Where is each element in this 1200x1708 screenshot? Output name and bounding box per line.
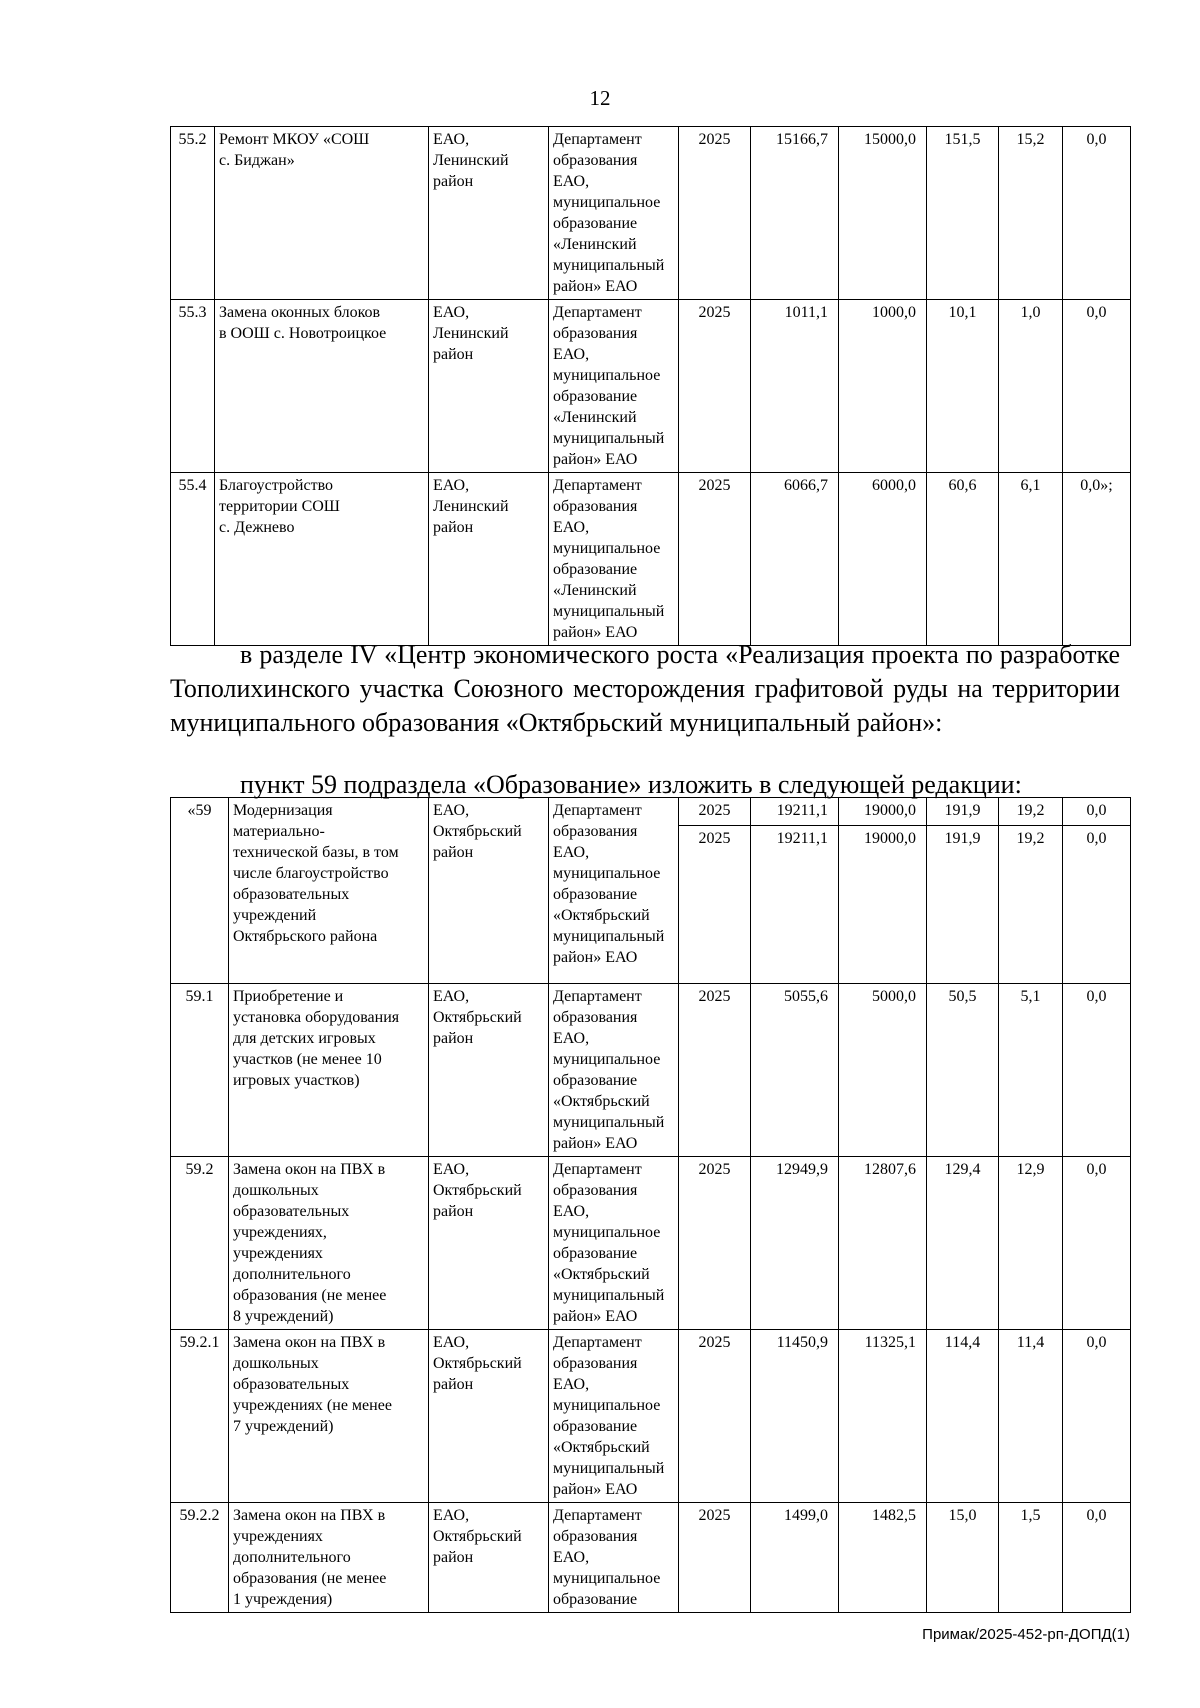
item-other: 0,0 xyxy=(1063,1157,1131,1330)
item-total: 19211,1 xyxy=(751,826,839,984)
item-federal: 11325,1 xyxy=(839,1330,927,1503)
item-year: 2025 xyxy=(679,826,751,984)
item-regional: 191,9 xyxy=(927,798,999,826)
section-iv-paragraph: в разделе IV «Центр экономического роста «Реализация проекта по разработке Тополихинского участка Союзного месторождения графитовой руды на территории муниципального образования «Октябрьский муниципальный район»: xyxy=(170,640,1120,737)
item-location: ЕАО, Октябрьский район xyxy=(429,798,549,984)
item-name: Приобретение и установка оборудования для детских игровых участков (не менее 10 игровых участков) xyxy=(229,984,429,1157)
item-municipal: 19,2 xyxy=(999,798,1063,826)
item-number: 59.1 xyxy=(171,984,229,1157)
item-year: 2025 xyxy=(679,127,751,300)
item-executor: Департамент образования ЕАО, муниципальное образование «Октябрьский муниципальный район» ЕАО xyxy=(549,1330,679,1503)
item-federal: 6000,0 xyxy=(839,473,927,646)
item-location: ЕАО, Октябрьский район xyxy=(429,984,549,1157)
item-location: ЕАО, Октябрьский район xyxy=(429,1503,549,1613)
item-other: 0,0 xyxy=(1063,127,1131,300)
item-number: 55.3 xyxy=(171,300,215,473)
item-location: ЕАО, Октябрьский район xyxy=(429,1330,549,1503)
measures-table-section-55 xyxy=(170,126,1131,646)
item-other: 0,0 xyxy=(1063,826,1131,984)
item-other: 0,0 xyxy=(1063,984,1131,1157)
item-other: 0,0 xyxy=(1063,300,1131,473)
table-row xyxy=(171,798,1131,826)
item-municipal: 12,9 xyxy=(999,1157,1063,1330)
item-location: ЕАО, Ленинский район xyxy=(429,473,549,646)
item-total: 5055,6 xyxy=(751,984,839,1157)
item-total: 1011,1 xyxy=(751,300,839,473)
item-year: 2025 xyxy=(679,300,751,473)
item-name: Ремонт МКОУ «СОШ с. Биджан» xyxy=(215,127,429,300)
item-name: Замена окон на ПВХ в дошкольных образовательных учреждениях (не менее 7 учреждений) xyxy=(229,1330,429,1503)
item-regional: 129,4 xyxy=(927,1157,999,1330)
table-row xyxy=(171,127,1131,300)
item-federal: 12807,6 xyxy=(839,1157,927,1330)
item-other: 0,0 xyxy=(1063,1503,1131,1613)
item-year: 2025 xyxy=(679,798,751,826)
item-other: 0,0»; xyxy=(1063,473,1131,646)
item-name: Замена окон на ПВХ в учреждениях дополнительного образования (не менее 1 учреждения) xyxy=(229,1503,429,1613)
page-number: 12 xyxy=(589,86,611,110)
table-row xyxy=(171,984,1131,1157)
item-total: 19211,1 xyxy=(751,798,839,826)
item-federal: 1000,0 xyxy=(839,300,927,473)
item-municipal: 1,5 xyxy=(999,1503,1063,1613)
item-executor: Департамент образования ЕАО, муниципальное образование «Ленинский муниципальный район» ЕАО xyxy=(549,473,679,646)
item-executor: Департамент образования ЕАО, муниципальное образование «Октябрьский муниципальный район» ЕАО xyxy=(549,984,679,1157)
item-location: ЕАО, Октябрьский район xyxy=(429,1157,549,1330)
item-total: 11450,9 xyxy=(751,1330,839,1503)
item-executor: Департамент образования ЕАО, муниципальное образование «Ленинский муниципальный район» ЕАО xyxy=(549,300,679,473)
item-number: 59.2.2 xyxy=(171,1503,229,1613)
item-year: 2025 xyxy=(679,984,751,1157)
item-regional: 50,5 xyxy=(927,984,999,1157)
item-number: «59 xyxy=(171,798,229,984)
item-year: 2025 xyxy=(679,1157,751,1330)
item-name: Замена окон на ПВХ в дошкольных образовательных учреждениях, учреждениях дополнительного образования (не менее 8 учреждений) xyxy=(229,1157,429,1330)
item-federal: 19000,0 xyxy=(839,826,927,984)
item-name: Замена оконных блоков в ООШ с. Новотроицкое xyxy=(215,300,429,473)
item-year: 2025 xyxy=(679,473,751,646)
item-municipal: 5,1 xyxy=(999,984,1063,1157)
item-name: Модернизация материально- технической базы, в том числе благоустройство образовательных учреждений Октябрьского района xyxy=(229,798,429,984)
item-number: 55.2 xyxy=(171,127,215,300)
item-municipal: 1,0 xyxy=(999,300,1063,473)
item-59-instruction: пункт 59 подраздела «Образование» изложить в следующей редакции: xyxy=(240,770,1022,799)
item-other: 0,0 xyxy=(1063,798,1131,826)
item-location: ЕАО, Ленинский район xyxy=(429,127,549,300)
item-regional: 191,9 xyxy=(927,826,999,984)
item-regional: 151,5 xyxy=(927,127,999,300)
item-municipal: 6,1 xyxy=(999,473,1063,646)
item-regional: 10,1 xyxy=(927,300,999,473)
item-number: 59.2 xyxy=(171,1157,229,1330)
item-number: 55.4 xyxy=(171,473,215,646)
item-federal: 19000,0 xyxy=(839,798,927,826)
item-location: ЕАО, Ленинский район xyxy=(429,300,549,473)
item-other: 0,0 xyxy=(1063,1330,1131,1503)
item-executor: Департамент образования ЕАО, муниципальное образование «Октябрьский муниципальный район» ЕАО xyxy=(549,798,679,984)
item-regional: 114,4 xyxy=(927,1330,999,1503)
item-executor: Департамент образования ЕАО, муниципальное образование xyxy=(549,1503,679,1613)
item-federal: 1482,5 xyxy=(839,1503,927,1613)
item-total: 1499,0 xyxy=(751,1503,839,1613)
item-municipal: 15,2 xyxy=(999,127,1063,300)
document-code: Примак/2025-452-рп-ДОПД(1) xyxy=(922,1626,1130,1643)
item-executor: Департамент образования ЕАО, муниципальное образование «Октябрьский муниципальный район» ЕАО xyxy=(549,1157,679,1330)
item-total: 12949,9 xyxy=(751,1157,839,1330)
item-municipal: 19,2 xyxy=(999,826,1063,984)
table-row xyxy=(171,473,1131,646)
table-row xyxy=(171,1503,1131,1613)
item-federal: 15000,0 xyxy=(839,127,927,300)
item-regional: 15,0 xyxy=(927,1503,999,1613)
item-year: 2025 xyxy=(679,1503,751,1613)
item-year: 2025 xyxy=(679,1330,751,1503)
item-regional: 60,6 xyxy=(927,473,999,646)
item-municipal: 11,4 xyxy=(999,1330,1063,1503)
item-executor: Департамент образования ЕАО, муниципальное образование «Ленинский муниципальный район» ЕАО xyxy=(549,127,679,300)
item-federal: 5000,0 xyxy=(839,984,927,1157)
table-row xyxy=(171,1330,1131,1503)
item-number: 59.2.1 xyxy=(171,1330,229,1503)
table-row xyxy=(171,1157,1131,1330)
item-total: 6066,7 xyxy=(751,473,839,646)
measures-table-item-59 xyxy=(170,797,1131,1613)
item-name: Благоустройство территории СОШ с. Дежнево xyxy=(215,473,429,646)
table-row xyxy=(171,300,1131,473)
item-total: 15166,7 xyxy=(751,127,839,300)
